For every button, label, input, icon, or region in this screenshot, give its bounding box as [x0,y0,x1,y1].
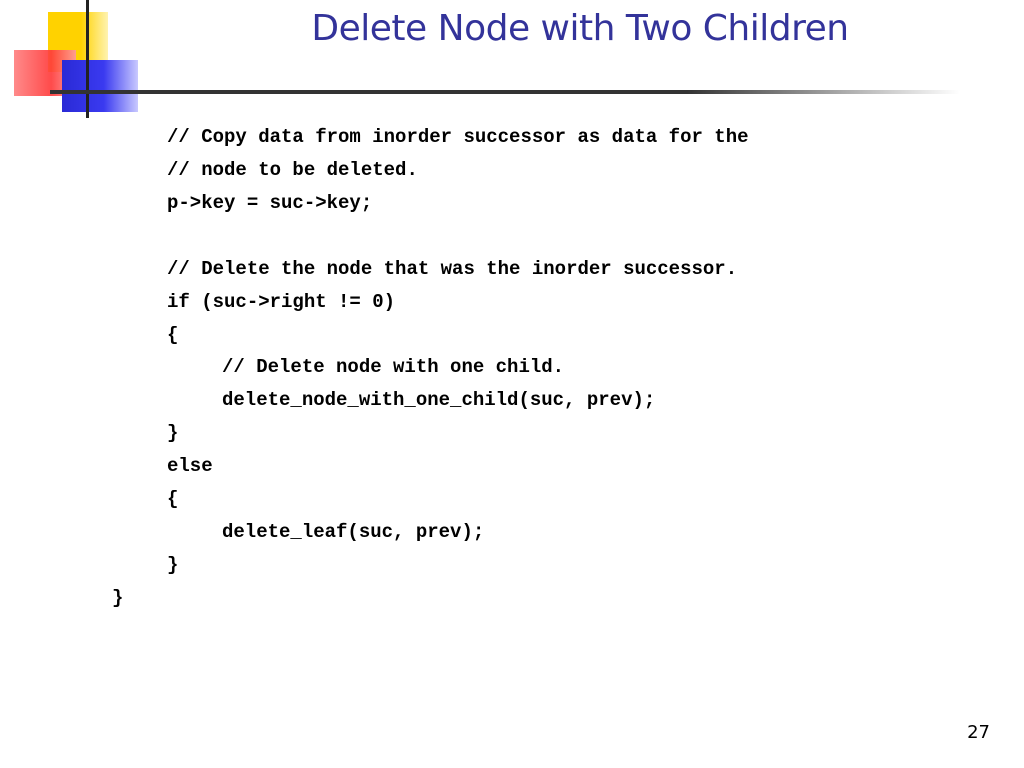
vertical-rule-decoration [86,0,89,118]
code-line: delete_leaf(suc, prev); [222,521,485,543]
code-line: // Delete the node that was the inorder successor. [167,258,738,280]
title-underline-rule [50,90,960,94]
code-line: else [167,455,213,477]
page-number: 27 [967,722,990,743]
code-line: } [167,554,179,576]
decorative-logo-squares [0,0,150,120]
code-line: { [167,324,179,346]
code-line: } [167,422,179,444]
code-line: delete_node_with_one_child(suc, prev); [222,389,656,411]
code-line: // Copy data from inorder successor as data for the [167,126,749,148]
code-line: // Delete node with one child. [222,356,565,378]
code-line: p->key = suc->key; [167,192,373,214]
code-line: if (suc->right != 0) [167,291,396,313]
code-line: // node to be deleted. [167,159,418,181]
code-line: { [167,488,179,510]
blue-square-decoration [62,60,138,112]
slide-title: Delete Node with Two Children [311,8,849,49]
code-line: } [112,587,124,609]
